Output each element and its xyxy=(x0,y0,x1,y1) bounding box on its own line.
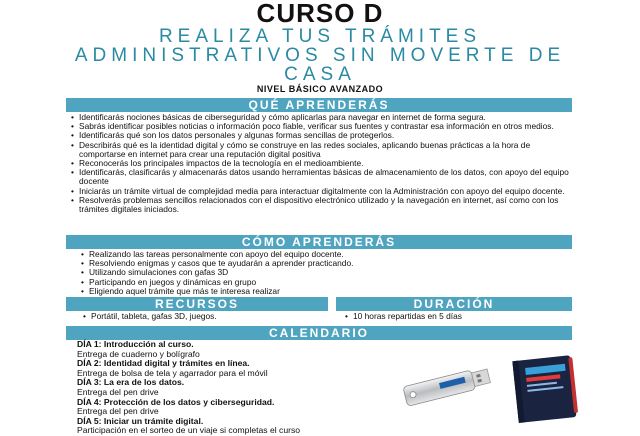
list-item: • Iniciarás un trámite virtual de complejidad media para interactuar digitalmente con la Administración con apoyo del equipo docente. xyxy=(70,187,570,196)
recursos-list xyxy=(82,312,322,321)
calendar-day-title: DÍA 4: Protección de los datos y ciberseguridad. xyxy=(77,396,275,407)
duracion-list xyxy=(344,312,564,321)
list-item: • Resolverás problemas sencillos relacionados con el dispositivo electrónico utilizado y la navegación en internet, así como con los trámites digitales iniciados. xyxy=(70,196,570,214)
calendar-day-detail: Entrega del pen drive xyxy=(77,386,159,397)
list-item: • Describirás qué es la identidad digital y cómo se construye en las redes sociales, aplicando buenas prácticas a la hora de comportarse en internet para crear una reputación digital positiva xyxy=(70,141,570,159)
list-item: • Resolviendo enigmas y casos que te ayudarán a aprender practicando. xyxy=(80,259,540,268)
course-level: NIVEL BÁSICO AVANZADO xyxy=(256,84,384,94)
list-item: • 10 horas repartidas en 5 días xyxy=(344,312,564,321)
section-heading-duracion: DURACIÓN xyxy=(336,297,572,311)
course-subtitle: REALIZA TUS TRÁMITES ADMINISTRATIVOS SIN MOVERTE DE CASA xyxy=(74,26,566,85)
calendar-day-title: DÍA 3: La era de los datos. xyxy=(77,377,185,388)
calendar-day-title: DÍA 1: Introducción al curso. xyxy=(77,339,194,349)
list-item: • Identificarás, clasificarás y almacenarás datos usando herramientas básicas de almacenamiento de los datos, con apoyo del equipo docente xyxy=(70,168,570,186)
calendar-day-detail: Entrega de bolsa de tela y agarrador para el móvil xyxy=(77,367,268,378)
list-item: • Realizando las tareas personalmente con apoyo del equipo docente. xyxy=(80,250,540,259)
calendar-day-detail: Entrega del pen drive xyxy=(77,406,159,417)
list-item: • Sabrás identificar posibles noticias o información poco fiable, verificar sus fuentes y contrastar esa información en otros medios. xyxy=(70,122,570,131)
calendar-day-detail: Participación en el sorteo de un viaje si completas el curso xyxy=(77,425,301,436)
notebook-image xyxy=(505,352,585,418)
que-aprenderas-list xyxy=(70,113,570,214)
list-item: • Participando en juegos y dinámicas en grupo xyxy=(80,278,540,287)
como-aprenderas-list xyxy=(80,250,540,296)
list-item: • Utilizando simulaciones con gafas 3D xyxy=(80,268,540,277)
list-item: • Portátil, tableta, gafas 3D, juegos. xyxy=(82,312,322,321)
course-title: CURSO D xyxy=(256,0,384,28)
section-heading-calendario: CALENDARIO xyxy=(66,326,572,340)
calendar-day-title: DÍA 5: Iniciar un trámite digital. xyxy=(77,415,204,426)
list-item: • Reconocerás los principales impactos de la tecnología en el medioambiente. xyxy=(70,159,570,168)
list-item: • Eligiendo aquel trámite que más te interesa realizar xyxy=(80,287,540,296)
calendar-day-title: DÍA 2: Identidad digital y trámites en línea. xyxy=(77,358,250,369)
section-heading-como-aprenderas: CÓMO APRENDERÁS xyxy=(66,235,572,249)
section-heading-recursos: RECURSOS xyxy=(66,297,328,311)
usb-drive-image xyxy=(398,362,498,408)
calendar-list xyxy=(77,340,300,436)
section-heading-que-aprenderas: QUÉ APRENDERÁS xyxy=(66,98,572,112)
list-item: • Identificarás qué son los datos personales y algunas formas sencillas de protegerlos. xyxy=(70,131,570,140)
list-item: • Identificarás nociones básicas de ciberseguridad y cómo aplicarlas para navegar en internet de forma segura. xyxy=(70,113,570,122)
calendar-day-detail: Entrega de cuaderno y bolígrafo xyxy=(77,348,200,359)
